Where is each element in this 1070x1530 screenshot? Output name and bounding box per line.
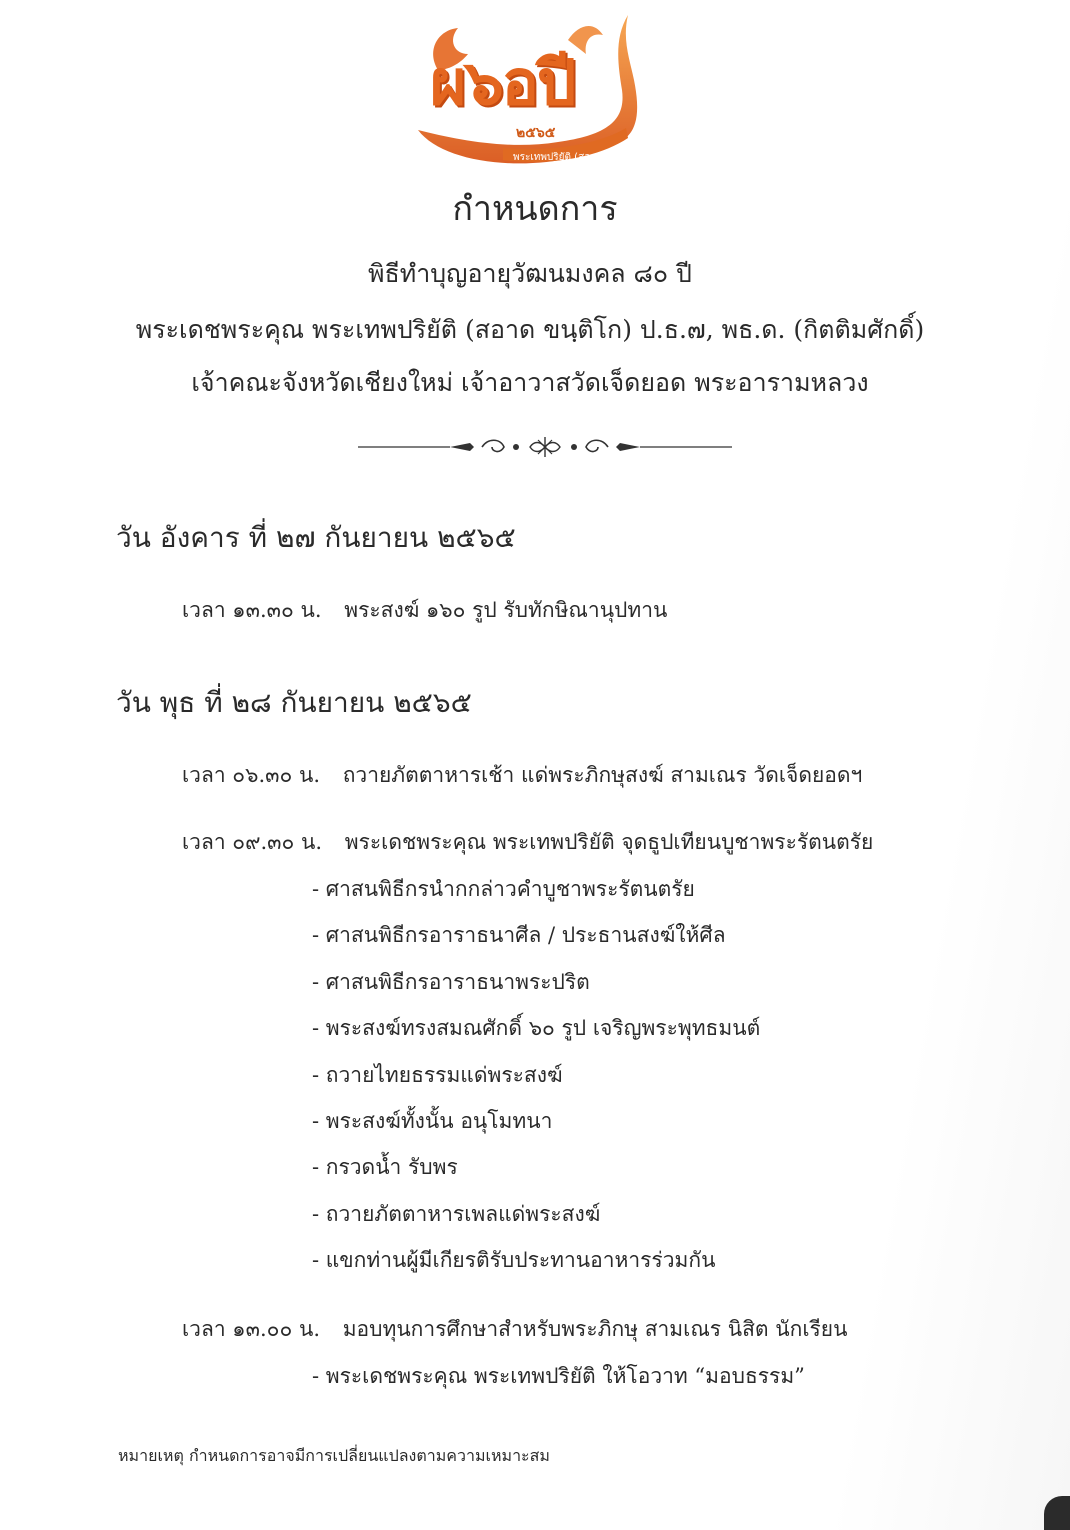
list-item: - พระสงฆ์ทั้งนั้น อนุโมทนา: [312, 1108, 553, 1133]
entry-description: พระสงฆ์ ๑๖๐ รูป รับทักษิณานุปทาน: [344, 598, 668, 622]
day-heading: วัน พุธ ที่ ๒๘ กันยายน ๒๕๖๕: [116, 686, 472, 719]
list-item: - กรวดน้ำ รับพร: [312, 1155, 458, 1180]
schedule-entry: [182, 826, 873, 858]
flourish-divider-icon: [358, 432, 732, 462]
entry-time: เวลา ๐๖.๓๐ น.: [182, 763, 321, 787]
scholarship-steps-list: [312, 1360, 805, 1406]
ceremony-steps-list: [312, 873, 760, 1291]
entry-time: เวลา ๐๙.๓๐ น.: [182, 830, 323, 854]
list-item: - ศาสนพิธีกรนำกกล่าวคำบูชาพระรัตนตรัย: [312, 877, 695, 901]
screen-corner-handle: [1044, 1496, 1070, 1530]
entry-description: พระเดชพระคุณ พระเทพปริยัติ จุดธูปเทียนบูชาพระรัตนตรัย: [344, 830, 874, 854]
footnote: หมายเหตุ กำหนดการอาจมีการเปลี่ยนแปลงตามความเหมาะสม: [118, 1446, 550, 1465]
entry-time: เวลา ๑๓.๓๐ น.: [182, 598, 322, 622]
schedule-entry: [182, 594, 667, 626]
page-title: กำหนดการ: [452, 189, 618, 229]
list-item: - พระเดชพระคุณ พระเทพปริยัติ ให้โอวาท “มอบธรรม”: [312, 1364, 805, 1388]
list-item: - พระสงฆ์ทรงสมณศักดิ์ ๖๐ รูป เจริญพระพุทธมนต์: [312, 1016, 761, 1041]
schedule-entry: [182, 759, 862, 791]
day-heading: วัน อังคาร ที่ ๒๗ กันยายน ๒๕๖๕: [116, 521, 516, 554]
honoree-name: พระเดชพระคุณ พระเทพปริยัติ (สอาด ขนฺติโก) ป.ธ.๗, พธ.ด. (กิตติมศักดิ์): [135, 315, 925, 344]
ceremony-name: พิธีทำบุญอายุวัฒนมงคล ๘๐ ปี: [368, 259, 692, 288]
honoree-position: เจ้าคณะจังหวัดเชียงใหม่ เจ้าอาวาสวัดเจ็ดยอด พระอารามหลวง: [191, 368, 869, 397]
logo-year: ๒๕๖๕: [516, 125, 556, 141]
list-item: - ศาสนพิธีกรอาราธนาพระปริต: [312, 969, 590, 994]
list-item: - แขกท่านผู้มีเกียรติรับประทานอาหารร่วมกัน: [312, 1248, 716, 1273]
entry-description: มอบทุนการศึกษาสำหรับพระภิกษุ สามเณร นิสิต นักเรียน: [342, 1317, 848, 1341]
anniversary-logo: [408, 10, 648, 185]
list-item: - ศาสนพิธีกรอาราธนาศีล / ประธานสงฆ์ให้ศีล: [312, 923, 726, 948]
entry-time: เวลา ๑๓.๐๐ น.: [182, 1317, 321, 1341]
schedule-entry: [182, 1313, 847, 1345]
list-item: - ถวายภัตตาหารเพลแด่พระสงฆ์: [312, 1201, 601, 1226]
logo-title: ผ๖อปี: [430, 46, 575, 119]
entry-description: ถวายภัตตาหารเช้า แด่พระภิกษุสงฆ์ สามเณร วัดเจ็ดยอดฯ: [342, 763, 863, 787]
list-item: - ถวายไทยธรรมแด่พระสงฆ์: [312, 1062, 563, 1087]
logo-caption: พระเทพปริยัติ (สอาด ขนฺติโก): [513, 152, 641, 163]
